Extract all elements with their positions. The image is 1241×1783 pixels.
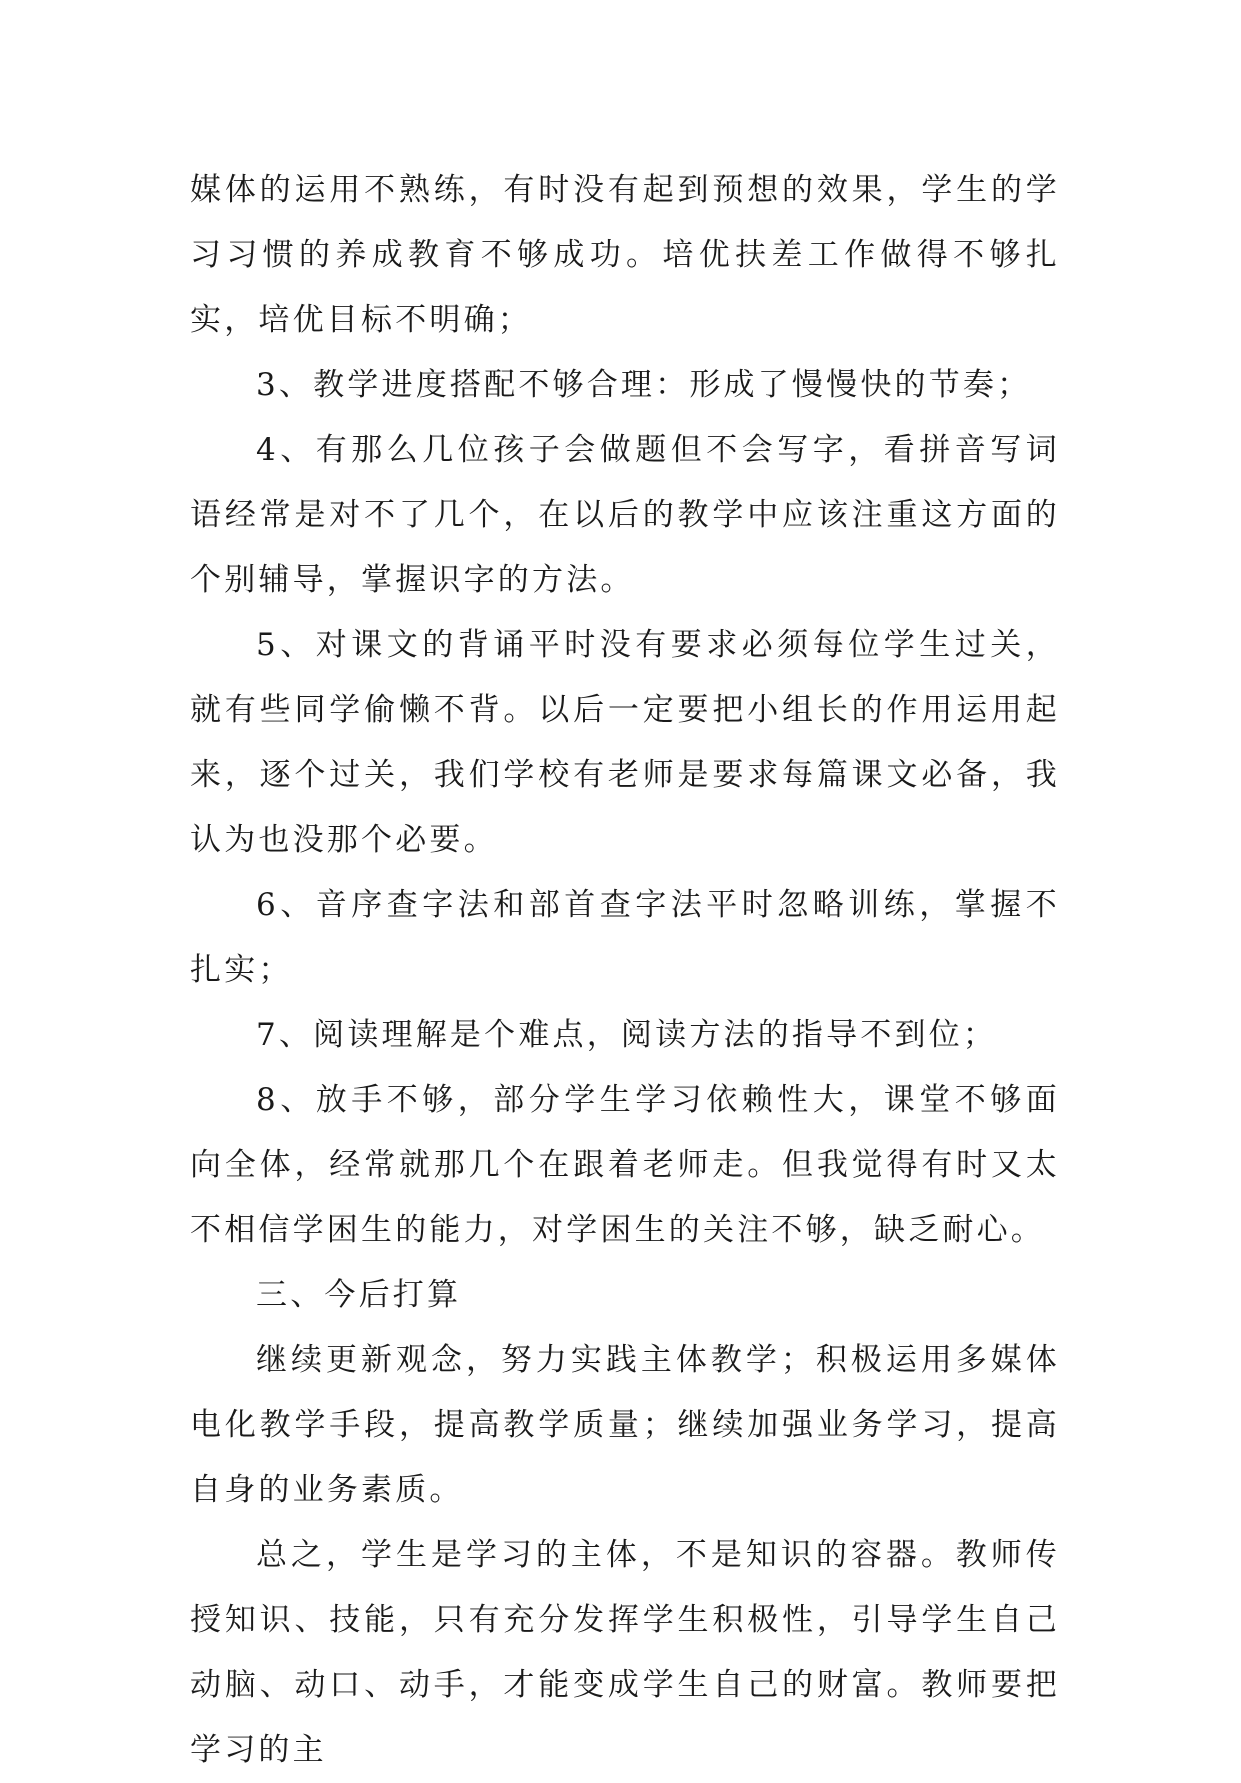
document-body	[190, 158, 1060, 1783]
paragraph: 5、对课文的背诵平时没有要求必须每位学生过关，就有些同学偷懒不背。以后一定要把小组长的作用运用起来，逐个过关，我们学校有老师是要求每篇课文必备，我认为也没那个必要。	[190, 627, 1060, 858]
paragraph: 3、教学进度搭配不够合理：形成了慢慢快的节奏；	[256, 367, 1032, 403]
paragraph: 4、有那么几位孩子会做题但不会写字，看拼音写词语经常是对不了几个，在以后的教学中应该注重这方面的个别辅导，掌握识字的方法。	[190, 432, 1060, 598]
paragraph: 7、阅读理解是个难点，阅读方法的指导不到位；	[256, 1017, 998, 1053]
section-heading: 三、今后打算	[256, 1277, 462, 1313]
paragraph: 8、放手不够，部分学生学习依赖性大，课堂不够面向全体，经常就那几个在跟着老师走。但我觉得有时又太不相信学困生的能力，对学困生的关注不够，缺乏耐心。	[190, 1082, 1060, 1248]
paragraph: 总之，学生是学习的主体，不是知识的容器。教师传授知识、技能，只有充分发挥学生积极性，引导学生自己动脑、动口、动手，才能变成学生自己的财富。教师要把学习的主	[190, 1537, 1060, 1768]
paragraph: 媒体的运用不熟练，有时没有起到预想的效果，学生的学习习惯的养成教育不够成功。培优扶差工作做得不够扎实，培优目标不明确；	[190, 172, 1060, 338]
paragraph: 6、音序查字法和部首查字法平时忽略训练，掌握不扎实；	[190, 887, 1060, 988]
paragraph: 继续更新观念，努力实践主体教学；积极运用多媒体电化教学手段，提高教学质量；继续加强业务学习，提高自身的业务素质。	[190, 1342, 1060, 1508]
